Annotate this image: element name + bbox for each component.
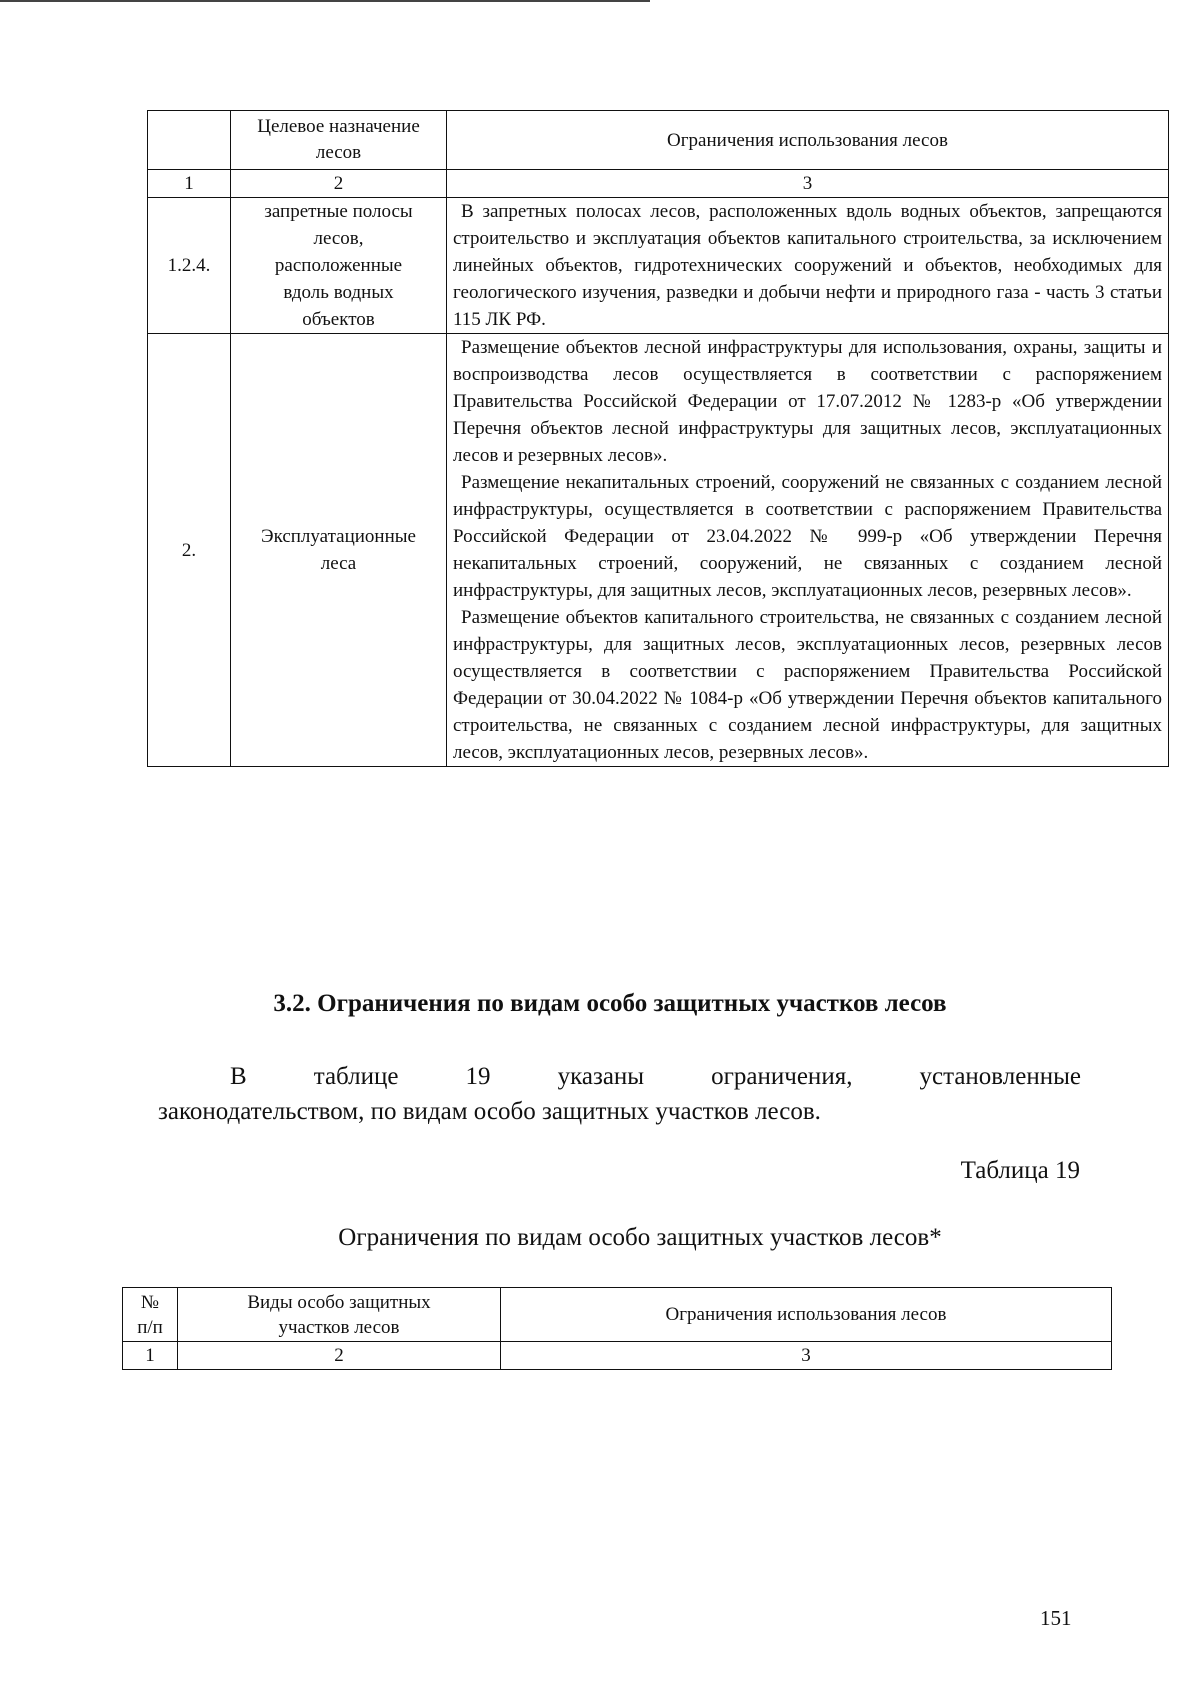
word: таблице (313, 1063, 399, 1090)
row-number: 2. (148, 334, 231, 767)
table1-header-purpose: Целевое назначение лесов (231, 111, 447, 170)
table-19 (122, 1287, 1112, 1370)
table2-colnum-2: 2 (178, 1342, 501, 1370)
table2-colnum-1: 1 (123, 1342, 178, 1370)
forest-purpose (231, 198, 447, 334)
table1-colnum-1: 1 (148, 170, 231, 198)
table2-header-row (123, 1288, 1112, 1342)
restriction-paragraph: В запретных полосах лесов, расположенных вдоль водных объектов, запрещаются строительство и эксплуатация объектов капитального строительства, за исключением линейных объектов, гидротехнических сооружений и объектов, необходимых для геологического изучения, разведки и добычи нефти и природного газа - часть 3 статьи 115 ЛК РФ. (453, 201, 1162, 330)
restriction-paragraph: Размещение объектов лесной инфраструктуры для использования, охраны, защиты и воспроизводства лесов осуществляется в соответствии с распоряжением Правительства Российской Федерации от 17.07.2012 № 1283-р «Об утверждении Перечня объектов лесной инфраструктуры для защитных лесов, эксплуатационных лесов и резервных лесов». (453, 337, 1162, 466)
restrictions-table-continued (147, 110, 1169, 767)
table2-number-row (123, 1342, 1112, 1370)
forest-purpose (231, 334, 447, 767)
table-title: Ограничения по видам особо защитных участков лесов* (338, 1224, 942, 1251)
table1-colnum-3: 3 (447, 170, 1169, 198)
restriction-paragraph: Размещение некапитальных строений, сооружений не связанных с созданием лесной инфраструктуры, осуществляется в соответствии с распоряжением Правительства Российской Федерации от 23.04.2022 № 999-р «Об утверждении Перечня некапитальных строений, сооружений, не связанных с созданием лесной инфраструктуры, для защитных лесов, эксплуатационных лесов, резервных лесов». (453, 472, 1162, 601)
word: В (230, 1063, 247, 1090)
restriction-text (447, 198, 1169, 334)
table1-header-row (148, 111, 1169, 170)
table2-colnum-3: 3 (501, 1342, 1112, 1370)
word: ограничения, (711, 1063, 853, 1090)
purpose-line: запретные полосы (264, 201, 413, 222)
scan-edge-line (0, 0, 650, 2)
purpose-line: объектов (302, 309, 375, 330)
page-number: 151 (1040, 1606, 1072, 1630)
word: установленные (919, 1063, 1081, 1090)
purpose-line: вдоль водных (283, 282, 394, 303)
table1-colnum-2: 2 (231, 170, 447, 198)
table1-number-row (148, 170, 1169, 198)
purpose-line: Эксплуатационные (261, 526, 416, 547)
table1-header-restrictions: Ограничения использования лесов (447, 111, 1169, 170)
paragraph-second-line: законодательством, по видам особо защитных участков лесов. (158, 1098, 821, 1125)
purpose-line: леса (320, 553, 357, 574)
row-number: 1.2.4. (148, 198, 231, 334)
table1-header-col1 (148, 111, 231, 170)
word: указаны (557, 1063, 645, 1090)
table2-header-number: № п/п (123, 1288, 178, 1342)
word: 19 (465, 1063, 491, 1090)
table-number: Таблица 19 (960, 1157, 1080, 1184)
purpose-line: лесов, (313, 228, 364, 249)
purpose-line: расположенные (274, 255, 403, 276)
section-heading: 3.2. Ограничения по видам особо защитных участков лесов (273, 990, 947, 1017)
restriction-paragraph: Размещение объектов капитального строительства, не связанных с созданием лесной инфраструктуры, для защитных лесов, эксплуатационных лесов, резервных лесов осуществляется в соответствии с распоряжением Правительства Российской Федерации от 30.04.2022 № 1084-р «Об утверждении Перечня объектов капитального строительства, не связанных с созданием лесной инфраструктуры, для защитных лесов, эксплуатационных лесов, резервных лесов». (453, 607, 1162, 763)
table2-header-restrictions: Ограничения использования лесов (501, 1288, 1112, 1342)
table1-row-2 (148, 334, 1169, 767)
table2-header-types: Виды особо защитных участков лесов (178, 1288, 501, 1342)
restriction-text (447, 334, 1169, 767)
table1-row-1-2-4 (148, 198, 1169, 334)
intro-paragraph (158, 1059, 1081, 1129)
paragraph-first-line (158, 1059, 1081, 1094)
